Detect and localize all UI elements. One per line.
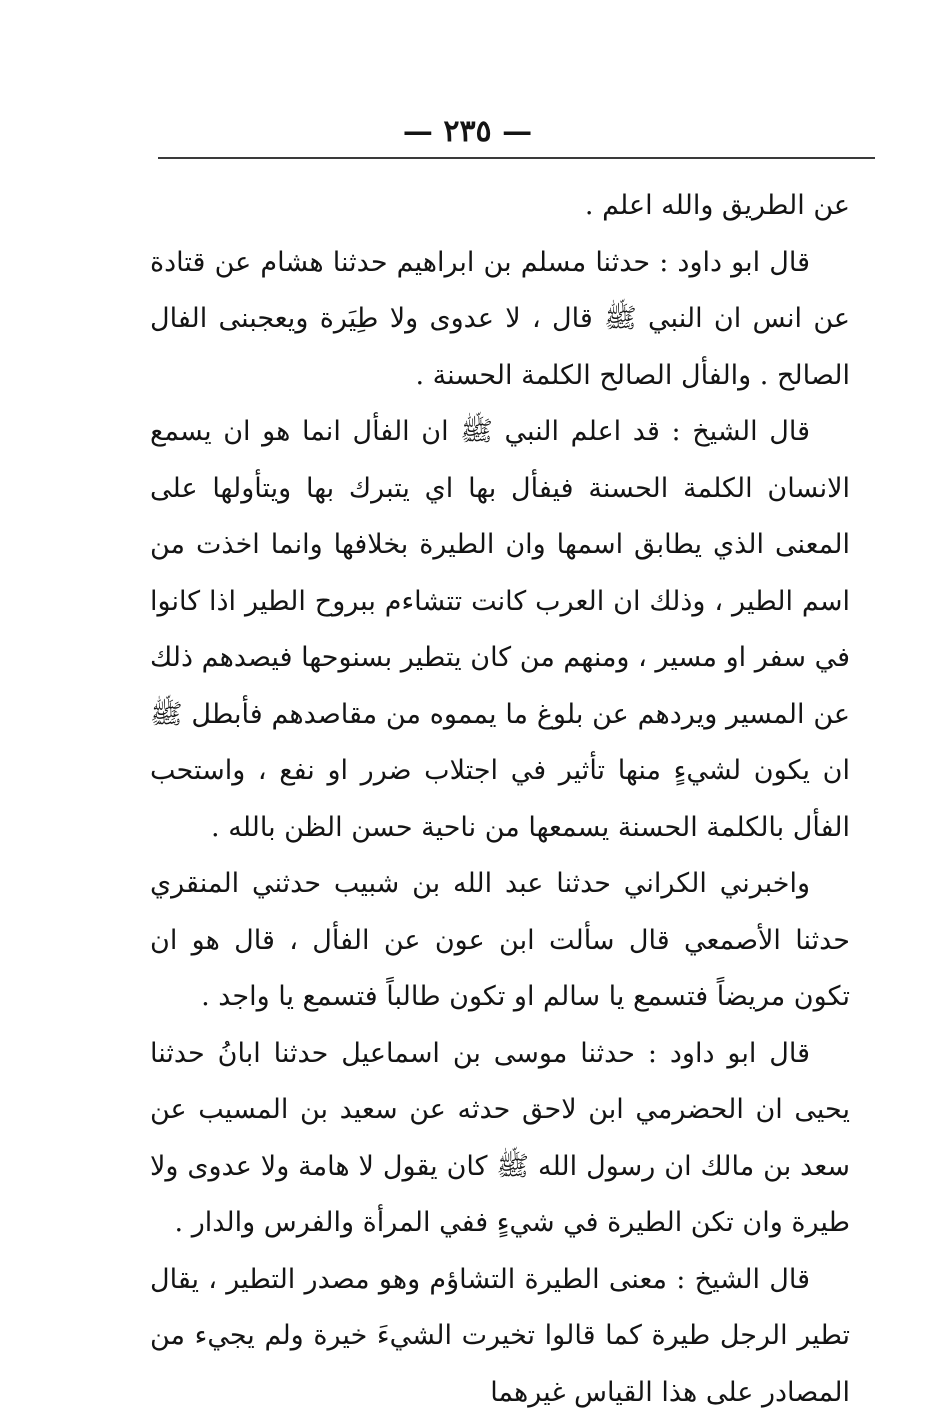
paragraph: قال ابو داود : حدثنا موسى بن اسماعيل حدثنا ابانُ حدثنا يحيى ان الحضرمي ابن لاحق حدثه عن سعيد بن المسيب عن سعد بن مالك ان رسول الله ﷺ كان يقول لا هامة ولا عدوى ولا طيرة وان تكن الطيرة في شيءٍ ففي المرأة والفرس والدار .: [150, 1026, 850, 1252]
header-divider: [158, 157, 875, 159]
paragraph: عن الطريق والله اعلم .: [150, 178, 850, 235]
page-number: — ٢٣٥ —: [0, 112, 935, 152]
paragraph: قال الشيخ : قد اعلم النبي ﷺ ان الفأل انما هو ان يسمع الانسان الكلمة الحسنة فيفأل بها اي يتبرك بها ويتأولها على المعنى الذي يطابق اسمها وان الطيرة بخلافها وانما اخذت من اسم الطير ، وذلك ان العرب كانت تتشاءم ببروح الطير اذا كانوا في سفر او مسير ، ومنهم من كان يتطير بسنوحها فيصدهم ذلك عن المسير ويردهم عن بلوغ ما يمموه من مقاصدهم فأبطل ﷺ ان يكون لشيءٍ منها تأثير في اجتلاب ضرر او نفع ، واستحب الفأل بالكلمة الحسنة يسمعها من ناحية حسن الظن بالله .: [150, 404, 850, 856]
paragraph: قال ابو داود : حدثنا مسلم بن ابراهيم حدثنا هشام عن قتادة عن انس ان النبي ﷺ قال ، لا عدوى ولا طِيَرة ويعجبنى الفال الصالح . والفأل الصالح الكلمة الحسنة .: [150, 235, 850, 405]
paragraph: قال الشيخ : معنى الطيرة التشاؤم وهو مصدر التطير ، يقال تطير الرجل طيرة كما قالوا تخيرت الشيءَ خيرة ولم يجيء من المصادر على هذا القياس غيرهما: [150, 1252, 850, 1421]
body-text: [150, 178, 850, 1421]
paragraph: واخبرني الكراني حدثنا عبد الله بن شبيب حدثني المنقري حدثنا الأصمعي قال سألت ابن عون عن الفأل ، قال هو ان تكون مريضاً فتسمع يا سالم او تكون طالباً فتسمع يا واجد .: [150, 856, 850, 1026]
